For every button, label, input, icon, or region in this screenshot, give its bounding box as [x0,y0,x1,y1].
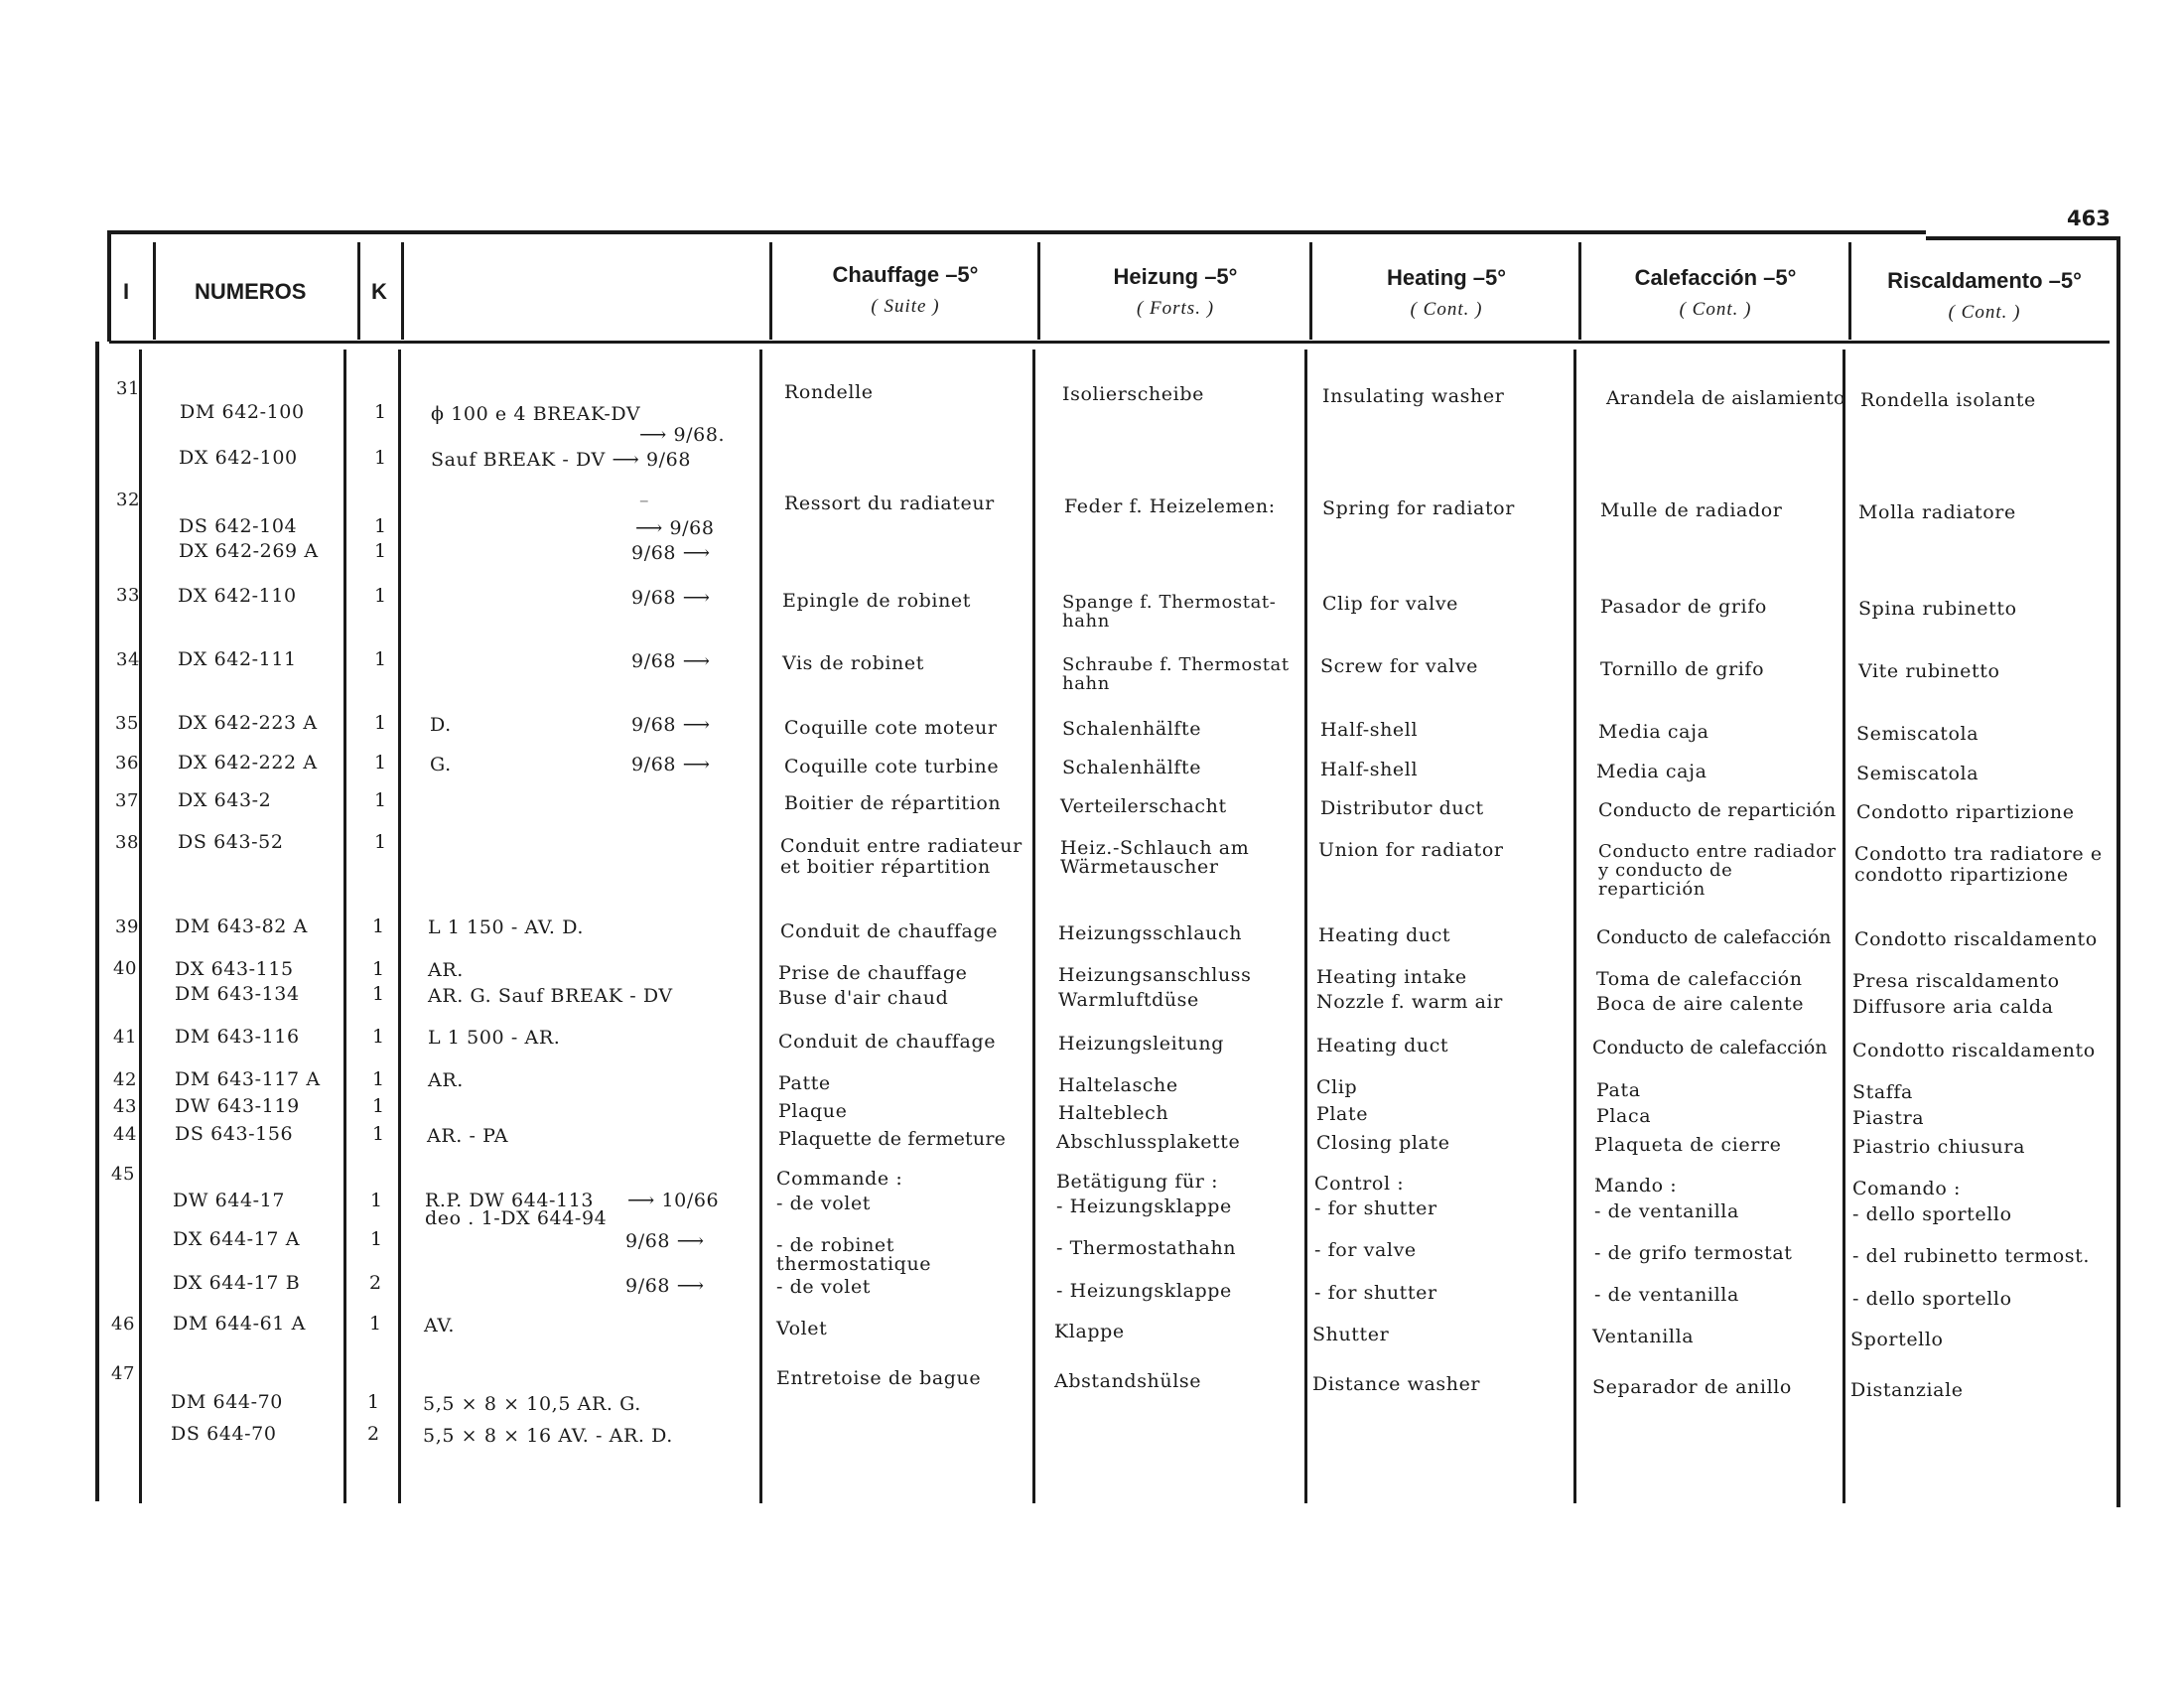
french: - de volet [776,1193,872,1214]
english: Clip [1316,1076,1358,1098]
variant: AR. - PA [427,1125,509,1147]
italian: Molla radiatore [1858,501,2016,523]
variant: AV. [424,1315,456,1336]
spanish: - de grifo termostat [1594,1242,1793,1264]
italian: Vite rubinetto [1858,660,2000,682]
english: - for valve [1314,1239,1417,1261]
spanish: Mulle de radiador [1600,499,1783,521]
row-index: 37 [115,790,140,811]
part-number: DX 642-223 A [178,712,318,734]
quantity: 1 [374,540,387,562]
english: Clip for valve [1322,593,1459,615]
spanish: Conducto de calefacción [1596,926,1832,948]
row-index: 32 [116,490,141,510]
variant: R.P. DW 644-113 [425,1190,595,1211]
italian: Condotto tra radiatore e condotto ripartizione [1854,843,2103,886]
part-number: DX 644-17 B [173,1272,301,1294]
row-index: 47 [111,1363,136,1384]
spanish: Placa [1596,1105,1652,1127]
date-range: 9/68 ⟶ [631,650,711,672]
spanish: Media caja [1598,721,1709,743]
french: - de robinet thermostatique [776,1234,932,1275]
quantity: 1 [372,1026,385,1048]
quantity: 1 [370,1190,383,1211]
col-sep-5 [1032,350,1035,1503]
italian: - dello sportello [1852,1203,2012,1225]
part-number: DM 643-117 A [175,1068,321,1090]
english: Half-shell [1320,759,1419,780]
quantity: 1 [374,789,387,811]
italian: Condotto ripartizione [1856,801,2075,823]
part-number: DM 643-82 A [175,915,308,937]
header-french-sub: ( Suite ) [871,296,940,317]
italian: Sportello [1850,1329,1944,1350]
quantity: 1 [372,983,385,1005]
col-sep-1h [153,242,156,340]
quantity: 1 [370,1228,383,1250]
date-range: 9/68 ⟶ [631,754,711,775]
part-number: DX 642-111 [178,648,297,670]
english: Heating duct [1318,924,1451,946]
variant: G. [430,754,452,775]
quantity: 1 [372,958,385,980]
german: - Heizungsklappe [1056,1196,1232,1217]
quantity: 1 [374,712,387,734]
italian: Staffa [1852,1081,1913,1103]
spanish: Conducto de repartición [1598,799,1837,821]
col-sep-8 [1843,350,1845,1503]
french: Conduit entre radiateur et boitier répartition [780,835,1023,878]
spanish: Conducto entre radiador y conducto de repartición [1598,841,1837,900]
english: Union for radiator [1318,839,1504,861]
left-border [107,230,111,342]
german: Schalenhälfte [1062,718,1202,740]
row-index: 42 [113,1069,138,1090]
french: Patte [778,1072,831,1094]
col-sep-4 [759,350,762,1503]
french: Coquille cote moteur [784,717,998,739]
quantity: 1 [374,401,387,423]
header-german-sub: ( Forts. ) [1136,298,1215,319]
english: Spring for radiator [1322,497,1515,519]
left-border-lower [95,342,99,1501]
english: Distance washer [1312,1373,1481,1395]
header-english-sub: ( Cont. ) [1410,299,1483,320]
german: Abstandshülse [1054,1370,1202,1392]
german: Feder f. Heizelemen: [1064,495,1276,517]
col-sep-6 [1304,350,1307,1503]
quantity: 1 [374,752,387,774]
german: Schraube f. Thermostat hahn [1062,654,1290,694]
english: - for shutter [1314,1282,1437,1304]
english: - for shutter [1314,1197,1437,1219]
german: Heizungsschlauch [1058,922,1243,944]
french: Entretoise de bague [776,1367,982,1389]
row-index: 33 [116,585,141,606]
french: Rondelle [784,381,874,403]
german: Halteblech [1058,1102,1169,1124]
part-number: DS 643-52 [178,831,284,853]
header-italian-title: Riscaldamento –5° [1887,268,2082,293]
italian: Piastrio chiusura [1852,1136,2026,1158]
part-number: DS 643-156 [175,1123,294,1145]
italian: Comando : [1852,1178,1962,1199]
french: Conduit de chauffage [778,1031,997,1053]
variant: L 1 500 - AR. [428,1027,561,1049]
french: Prise de chauffage [778,962,968,984]
header-german-title: Heizung –5° [1113,264,1238,289]
part-number: DM 643-134 [175,983,300,1005]
italian: Diffusore aria calda [1852,996,2054,1018]
spanish: Pata [1596,1079,1641,1101]
quantity: 1 [369,1313,382,1335]
col-sep-2h [357,242,360,340]
part-number: DW 644-17 [173,1190,286,1211]
part-number: DM 642-100 [180,401,305,423]
german: Klappe [1054,1321,1125,1342]
quantity: 1 [374,585,387,607]
date-range: 9/68 ⟶ [625,1230,705,1252]
french: Buse d'air chaud [778,987,949,1009]
italian: Semiscatola [1856,723,1979,745]
french: Plaquette de fermeture [778,1128,1007,1150]
french: Coquille cote turbine [784,756,1000,777]
english: Screw for valve [1320,655,1478,677]
italian: Condotto riscaldamento [1852,1040,2096,1061]
french: Commande : [776,1168,903,1190]
spanish: - de ventanilla [1594,1284,1739,1306]
italian: Spina rubinetto [1858,598,2017,620]
page-number: 463 [2067,207,2111,230]
quantity: 1 [372,915,385,937]
german: Schalenhälfte [1062,757,1202,778]
french: Ressort du radiateur [784,492,995,514]
italian: Piastra [1852,1107,1925,1129]
quantity: 1 [374,447,387,469]
french: Boitier de répartition [784,792,1002,814]
spanish: Mando : [1594,1175,1678,1196]
spanish: Boca de aire calente [1596,993,1805,1015]
english: Insulating washer [1322,385,1505,407]
variant: ϕ 100 e 4 BREAK-DV [431,403,641,425]
part-number: DX 642-269 A [179,540,319,562]
german: Spange f. Thermostat-hahn [1062,592,1277,632]
quantity: 2 [367,1423,380,1445]
date-range: 9/68 ⟶ [631,714,711,736]
header-french-title: Chauffage –5° [832,262,979,287]
french: - de volet [776,1276,872,1298]
part-number: DX 643-2 [178,789,272,811]
spanish: - de ventanilla [1594,1200,1739,1222]
variant: AR. [428,959,464,981]
english: Half-shell [1320,719,1419,741]
spanish: Separador de anillo [1592,1376,1792,1398]
italian: - del rubinetto termost. [1852,1245,2091,1267]
german: Isolierscheibe [1062,383,1204,405]
date-range: 9/68 ⟶ [625,1275,705,1297]
header-english [1312,265,1580,321]
date-range: ⟶ 10/66 [627,1190,720,1211]
variant: L 1 150 - AV. D. [428,916,584,938]
quantity: 2 [369,1272,382,1294]
english: Shutter [1312,1324,1390,1345]
spanish: Conducto de calefacción [1592,1037,1828,1058]
quantity: 1 [374,831,387,853]
row-index: 40 [113,958,138,979]
col-sep-2 [343,350,346,1503]
variant-note: deo . 1-DX 644-94 [425,1207,608,1229]
header-spanish-sub: ( Cont. ) [1679,299,1752,320]
french: Epingle de robinet [782,590,971,612]
header-french [772,262,1038,318]
row-index: 31 [116,378,141,399]
english: Closing plate [1316,1132,1450,1154]
row-index: 39 [115,916,140,937]
quantity: 1 [374,515,387,537]
table-top-border [109,230,1926,234]
col-sep-3h [401,242,404,340]
german: - Thermostathahn [1056,1237,1237,1259]
date-range: ⟶ 9/68 [635,517,715,539]
italian: Rondella isolante [1860,389,2036,411]
english: Plate [1316,1103,1369,1125]
variant: 5,5 × 8 × 16 AV. - AR. D. [423,1425,673,1447]
quantity: 1 [372,1123,385,1145]
variant: 5,5 × 8 × 10,5 AR. G. [423,1393,641,1415]
header-italian [1851,268,2117,324]
part-number: DM 644-61 A [173,1313,306,1335]
col-sep-7 [1573,350,1576,1503]
english: Control : [1314,1173,1405,1195]
date-range: 9/68 ⟶ [631,587,711,609]
header-italian-sub: ( Cont. ) [1948,302,2021,323]
header-col-numeros: NUMEROS [195,279,307,304]
italian: Presa riscaldamento [1852,970,2060,992]
italian: Semiscatola [1856,763,1979,784]
part-number: DX 644-17 A [173,1228,301,1250]
spanish: Arandela de aislamiento [1606,387,1845,409]
right-border [2116,236,2120,1507]
date-range: ⟶ 9/68. [639,424,726,446]
header-english-title: Heating –5° [1386,265,1507,290]
part-number: DX 642-222 A [178,752,318,774]
part-number: DS 644-70 [171,1423,277,1445]
french: Conduit de chauffage [780,920,999,942]
part-number: DX 642-100 [179,447,298,469]
spanish: Media caja [1596,761,1707,782]
german: Abschlussplakette [1056,1131,1241,1153]
part-number: DX 643-115 [175,958,294,980]
row-index: 35 [115,713,140,734]
french: Plaque [778,1100,848,1122]
english: Nozzle f. warm air [1316,991,1503,1013]
row-index: 34 [116,649,141,670]
german: Warmluftdüse [1058,989,1199,1011]
row-index: 38 [115,832,140,853]
header-bottom-border [109,341,2110,344]
table-top-border-right [1926,236,2120,240]
col-sep-3 [398,350,401,1503]
date-range: 9/68 ⟶ [631,542,711,564]
row-index: 41 [113,1027,138,1048]
quantity: 1 [372,1095,385,1117]
part-number: DW 643-119 [175,1095,300,1117]
italian: - dello sportello [1852,1288,2012,1310]
row-index: 45 [111,1164,136,1185]
spanish: Toma de calefacción [1596,968,1803,990]
quantity: 1 [372,1068,385,1090]
header-spanish-title: Calefacción –5° [1634,265,1797,290]
row-index: 46 [111,1314,136,1335]
german: Heizungsanschluss [1058,964,1252,986]
spanish: Pasador de grifo [1600,596,1767,618]
row-index: 43 [113,1096,138,1117]
col-sep-1 [139,350,142,1503]
header-german [1040,264,1310,320]
variant: Sauf BREAK - DV ⟶ 9/68 [431,449,692,471]
quantity: 1 [367,1391,380,1413]
row-index: 36 [115,753,140,774]
italian: Distanziale [1850,1379,1964,1401]
part-number: DM 643-116 [175,1026,300,1048]
english: Distributor duct [1320,797,1484,819]
german: Haltelasche [1058,1074,1178,1096]
row-index: 44 [113,1124,138,1145]
english: Heating intake [1316,966,1467,988]
dash: – [639,490,650,511]
variant: D. [430,714,452,736]
german: Heizungsleitung [1058,1033,1224,1055]
part-number: DM 644-70 [171,1391,283,1413]
english: Heating duct [1316,1035,1449,1056]
part-number: DX 642-110 [178,585,297,607]
spanish: Ventanilla [1592,1326,1695,1347]
part-number: DS 642-104 [179,515,298,537]
spanish: Tornillo de grifo [1600,658,1765,680]
french: Vis de robinet [782,652,924,674]
german: Heiz.-Schlauch am Wärmetauscher [1060,837,1250,878]
french: Volet [776,1318,828,1339]
header-col-k: K [371,279,387,304]
variant: AR. [428,1069,464,1091]
german: Verteilerschacht [1060,795,1227,817]
italian: Condotto riscaldamento [1854,928,2098,950]
header-col-i: I [123,279,130,304]
german: - Heizungsklappe [1056,1280,1232,1302]
german: Betätigung für : [1056,1171,1219,1193]
quantity: 1 [374,648,387,670]
variant: AR. G. Sauf BREAK - DV [428,985,673,1007]
header-spanish [1581,265,1849,321]
spanish: Plaqueta de cierre [1594,1134,1782,1156]
